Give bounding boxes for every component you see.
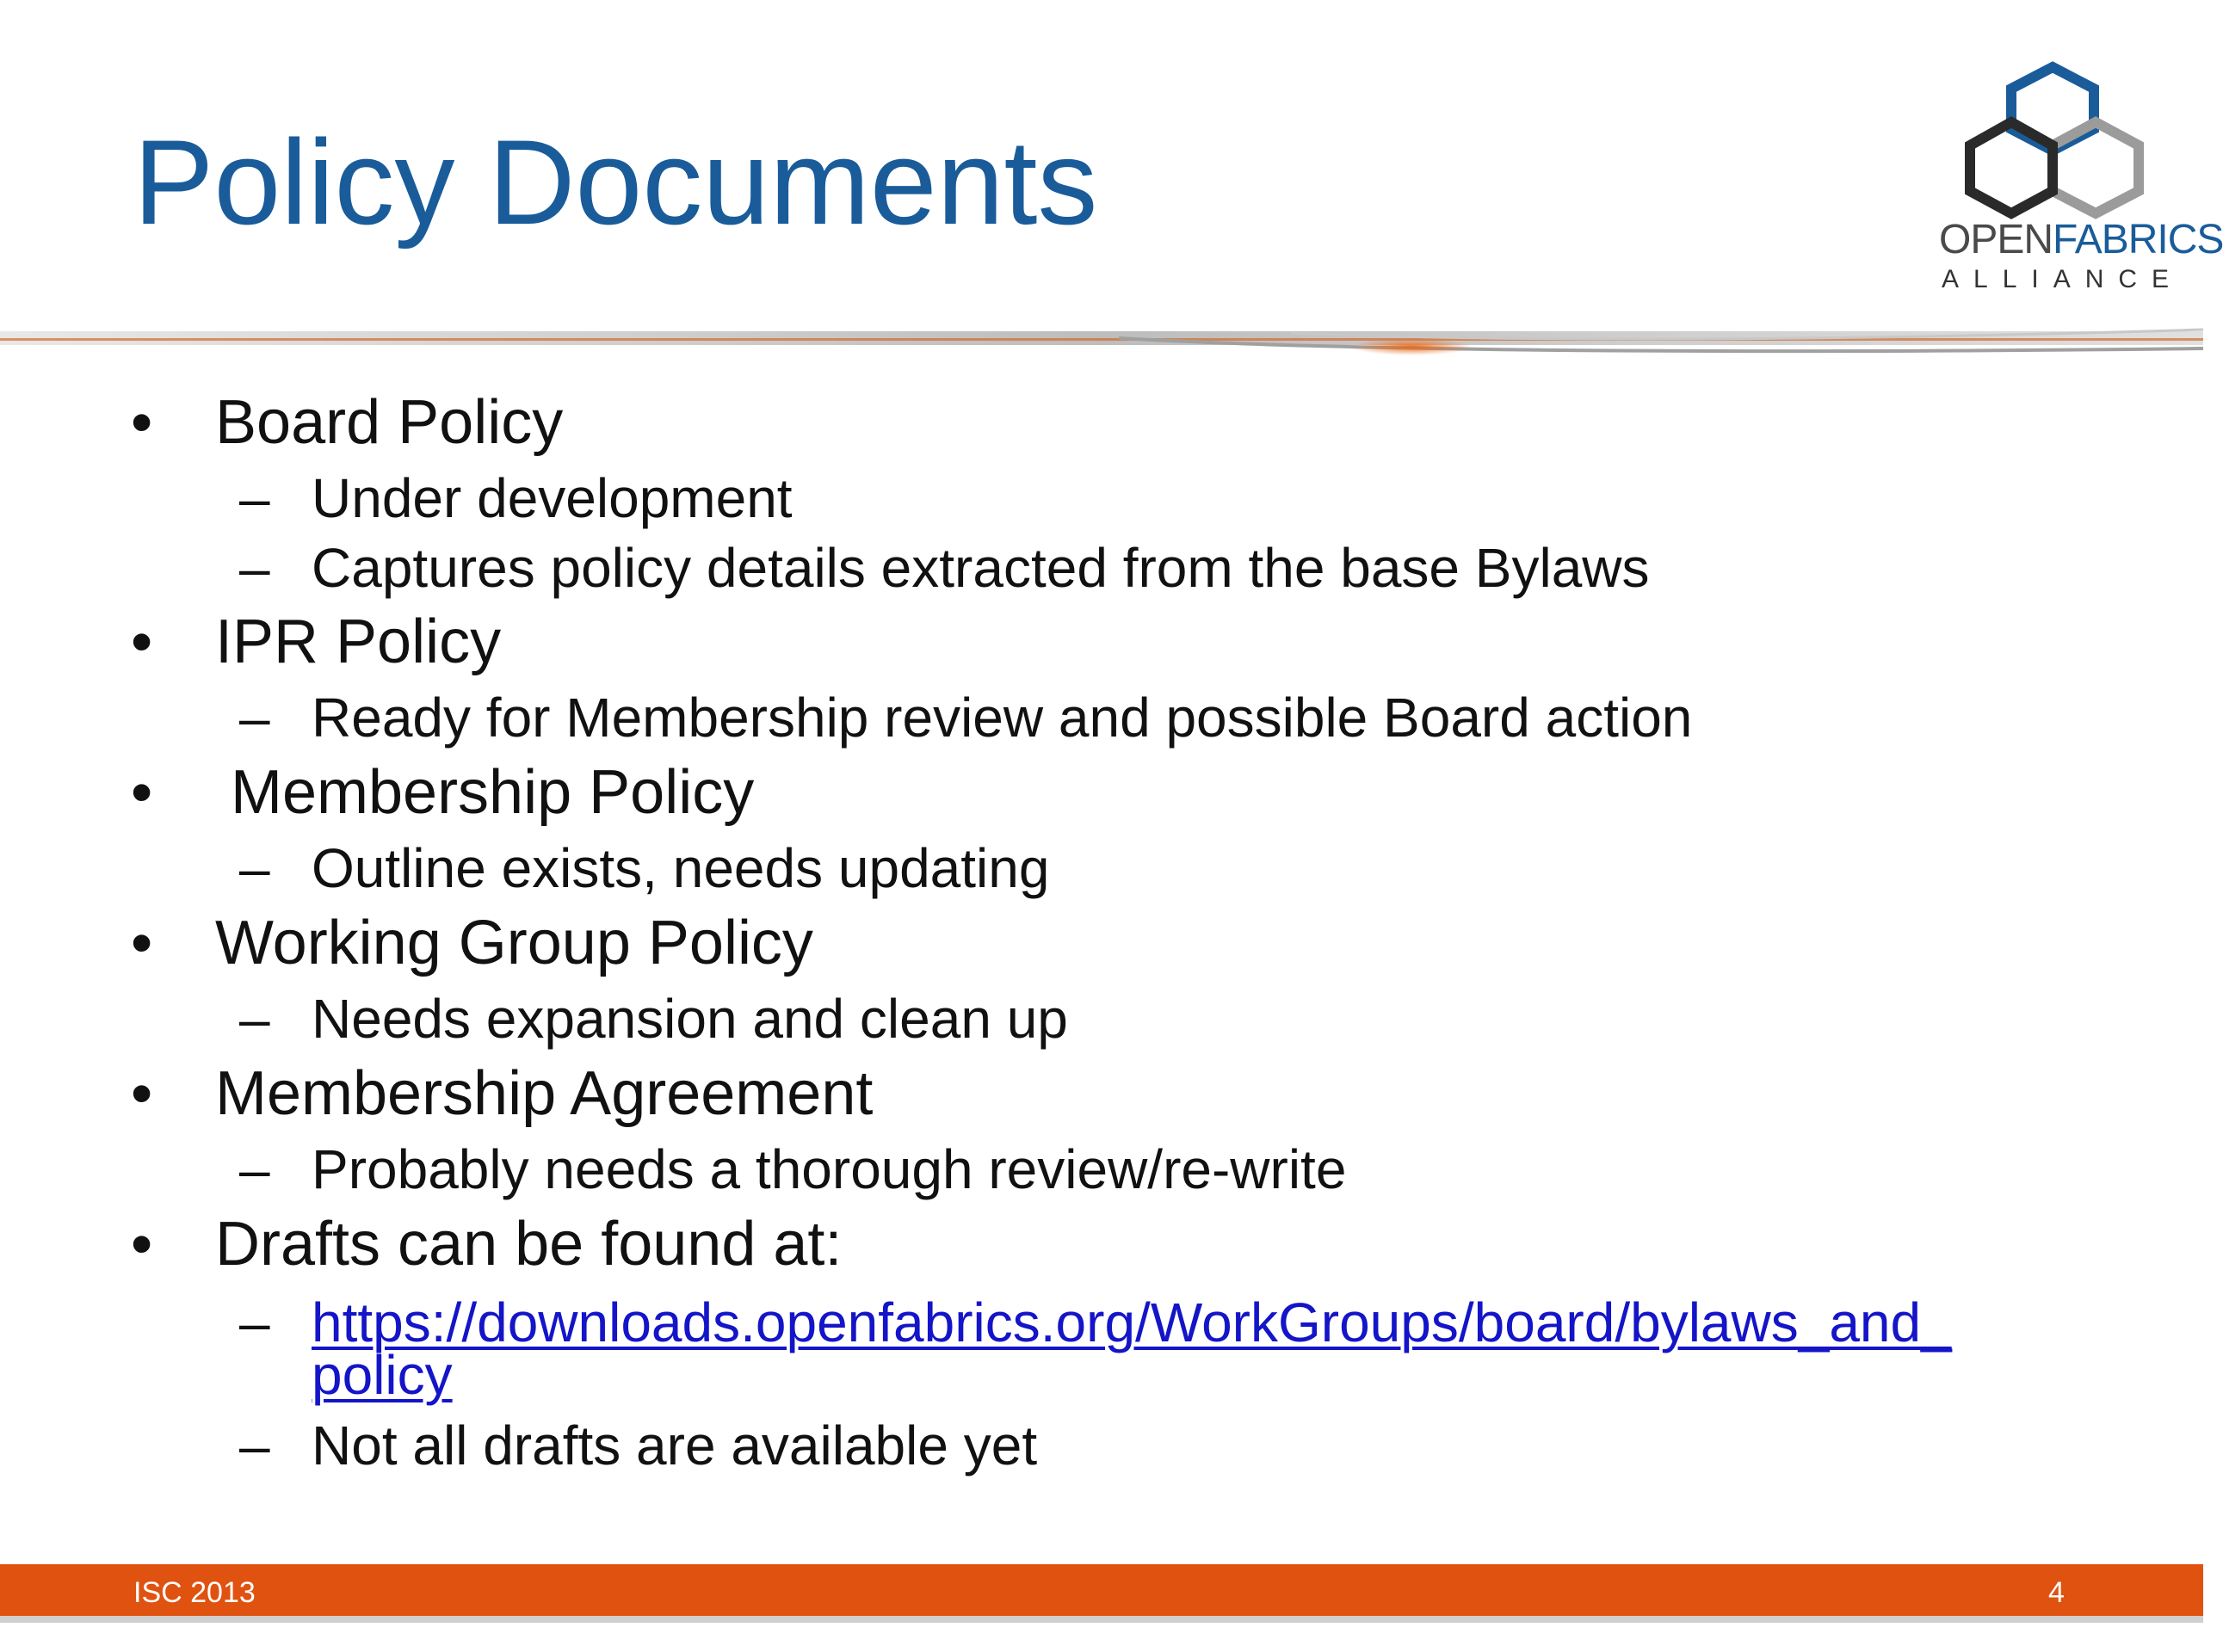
sub-list-item-text: Probably needs a thorough review/re-write — [312, 1138, 1347, 1200]
footer-bar — [0, 1564, 2203, 1616]
logo-word-open: OPEN — [1939, 217, 2053, 262]
sub-list-item-text: Outline exists, needs updating — [312, 837, 1050, 899]
slide-title: Policy Documents — [133, 114, 1098, 250]
slide-number: 4 — [2048, 1576, 2065, 1609]
sub-list-item-text: Under development — [312, 467, 793, 529]
bullet-glyph: • — [131, 1059, 153, 1128]
logo-word-alliance: ALLIANCE — [1942, 265, 2184, 293]
dash-glyph: – — [239, 1291, 270, 1353]
bullet-glyph: • — [131, 1210, 153, 1279]
list-item-text: Board Policy — [215, 388, 564, 457]
list-item-text: Membership Agreement — [215, 1059, 874, 1128]
dash-glyph: – — [239, 537, 270, 599]
logo-word-fabrics: FABRICS — [2053, 217, 2223, 262]
sub-list-item-text: Ready for Membership review and possible Board action — [312, 687, 1693, 749]
bullet-glyph: • — [131, 607, 153, 676]
drafts-link[interactable]: https://downloads.openfabrics.org/WorkGroups/board/bylaws_and_ — [312, 1291, 1952, 1353]
list-item-text: Drafts can be found at: — [215, 1210, 843, 1279]
bullet-glyph: • — [131, 388, 153, 457]
bullet-glyph: • — [131, 909, 153, 977]
sub-list-item-text: Captures policy details extracted from the base Bylaws — [312, 537, 1650, 599]
list-item-text: IPR Policy — [215, 607, 502, 676]
dash-glyph: – — [239, 467, 270, 529]
dash-glyph: – — [239, 1138, 270, 1200]
drafts-link-continued[interactable]: policy — [312, 1344, 453, 1406]
bullet-glyph: • — [131, 758, 153, 827]
footer-shadow — [0, 1616, 2203, 1623]
list-item-text: Working Group Policy — [215, 909, 813, 977]
dash-glyph: – — [239, 837, 270, 899]
footer-event-label: ISC 2013 — [133, 1576, 256, 1609]
sub-list-item-text: Needs expansion and clean up — [312, 988, 1068, 1050]
dash-glyph: – — [239, 687, 270, 749]
list-item-text: Membership Policy — [231, 758, 755, 827]
sub-list-item-text: Not all drafts are available yet — [312, 1415, 1038, 1476]
dash-glyph: – — [239, 988, 270, 1050]
dash-glyph: – — [239, 1415, 270, 1476]
